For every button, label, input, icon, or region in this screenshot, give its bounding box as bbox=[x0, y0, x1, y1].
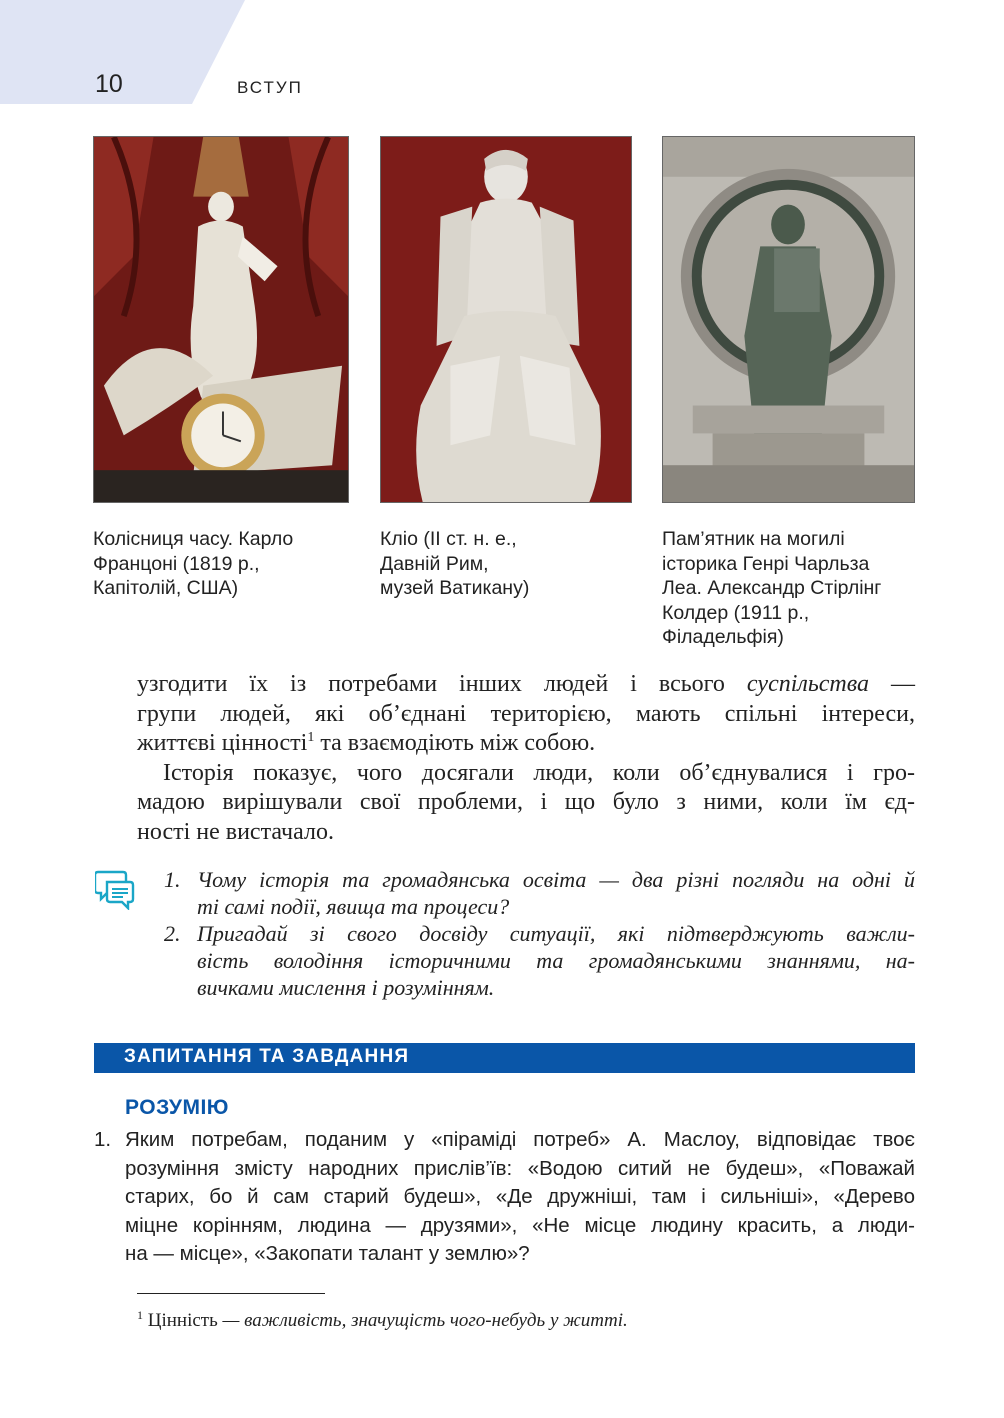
caption-line: Кліо (ІІ ст. н. е., bbox=[380, 528, 517, 550]
body-text-run: життєві цінності bbox=[137, 730, 308, 756]
term-society: суспільства bbox=[746, 671, 870, 697]
caption-line: Пам’ятник на могилі bbox=[662, 528, 845, 550]
task-line: міцне корінням, людина — друзями», «Не місце людину красить, а люди- bbox=[125, 1213, 915, 1237]
subhead-understand: РОЗУМІЮ bbox=[125, 1096, 229, 1119]
body-text-run: та взаємодіють між собою. bbox=[314, 730, 596, 756]
body-line: мадою вирішували свої проблеми, і що було з ними, коли їм єд- bbox=[137, 789, 915, 815]
task-line: старих, бо й сам старий будеш», «Де дружніші, там і сильніші», «Дерево bbox=[125, 1185, 915, 1208]
footnote-divider bbox=[137, 1293, 325, 1294]
task-line: Яким потребам, поданим у «піраміді потреб» А. Маслоу, відповідає твоє bbox=[125, 1128, 915, 1151]
task-item bbox=[94, 1126, 915, 1269]
caption-line: Колісниця часу. Карло bbox=[93, 528, 294, 550]
footnote bbox=[137, 1310, 628, 1332]
question-line: ті самі події, явища та процеси? bbox=[197, 894, 510, 919]
body-text-run: — bbox=[869, 671, 916, 697]
discussion-questions bbox=[164, 866, 915, 1001]
chat-bubbles-icon bbox=[95, 868, 135, 910]
question-text: Чому історія та громадянська освіта — два різні погляди на одні й bbox=[197, 867, 915, 892]
question-line bbox=[164, 866, 915, 893]
task-number: 1. bbox=[94, 1128, 112, 1151]
photo-clio-statue bbox=[380, 136, 632, 503]
question-line bbox=[164, 920, 915, 947]
question-line: вість володіння історичними та громадянськими знаннями, на- bbox=[197, 948, 915, 973]
caption-line: Колдер (1911 р., bbox=[662, 601, 810, 624]
footnote-marker: 1 bbox=[137, 1308, 143, 1322]
question-line: вичками мислення і розумінням. bbox=[197, 975, 495, 1000]
footnote-marker: 1 bbox=[307, 730, 315, 745]
question-number: 2. bbox=[164, 921, 181, 946]
caption-line: історика Генрі Чарльза bbox=[662, 552, 870, 575]
body-line: ності не вистачало. bbox=[137, 818, 334, 845]
footnote-term: Цінність bbox=[147, 1310, 218, 1331]
body-line bbox=[137, 670, 915, 700]
page-number: 10 bbox=[95, 70, 123, 98]
task-line: на — місце», «Закопати талант у землю»? bbox=[125, 1242, 530, 1265]
caption-line: Францоні (1819 р., bbox=[93, 552, 260, 575]
body-line bbox=[137, 729, 915, 759]
running-head: ВСТУП bbox=[237, 78, 303, 97]
body-line: Історія показує, чого досягали люди, коли об’єднувалися і гро- bbox=[163, 759, 915, 786]
footnote-definition: — важливість, значущість чого-небудь у житті. bbox=[217, 1310, 628, 1331]
caption-chariot-of-time bbox=[93, 527, 293, 601]
body-text-run: узгодити їх із потребами інших людей і всього bbox=[137, 671, 747, 697]
photo-chariot-of-time bbox=[93, 136, 349, 503]
caption-line: Леа. Александр Стірлінг bbox=[662, 577, 882, 599]
caption-line: музей Ватикану) bbox=[380, 577, 530, 599]
caption-line: Філадельфія) bbox=[662, 626, 784, 648]
caption-line: Давній Рим, bbox=[380, 552, 489, 575]
caption-line: Капітолій, США) bbox=[93, 577, 239, 599]
question-text: Пригадай зі свого досвіду ситуації, які підтверджують важли- bbox=[197, 921, 915, 946]
section-title: ЗАПИТАННЯ ТА ЗАВДАННЯ bbox=[124, 1046, 410, 1067]
caption-clio bbox=[380, 527, 529, 601]
body-text bbox=[137, 670, 915, 847]
body-line: групи людей, які об’єднані територією, мають спільні інтереси, bbox=[137, 700, 915, 727]
photo-lea-memorial bbox=[662, 136, 915, 503]
section-header-bar bbox=[94, 1043, 915, 1073]
task-line: розуміння змісту народних прислів’їв: «Водою ситий не будеш», «Поважай bbox=[125, 1156, 915, 1180]
task-text bbox=[125, 1126, 915, 1269]
caption-lea-memorial bbox=[662, 527, 881, 650]
question-number: 1. bbox=[164, 867, 181, 892]
